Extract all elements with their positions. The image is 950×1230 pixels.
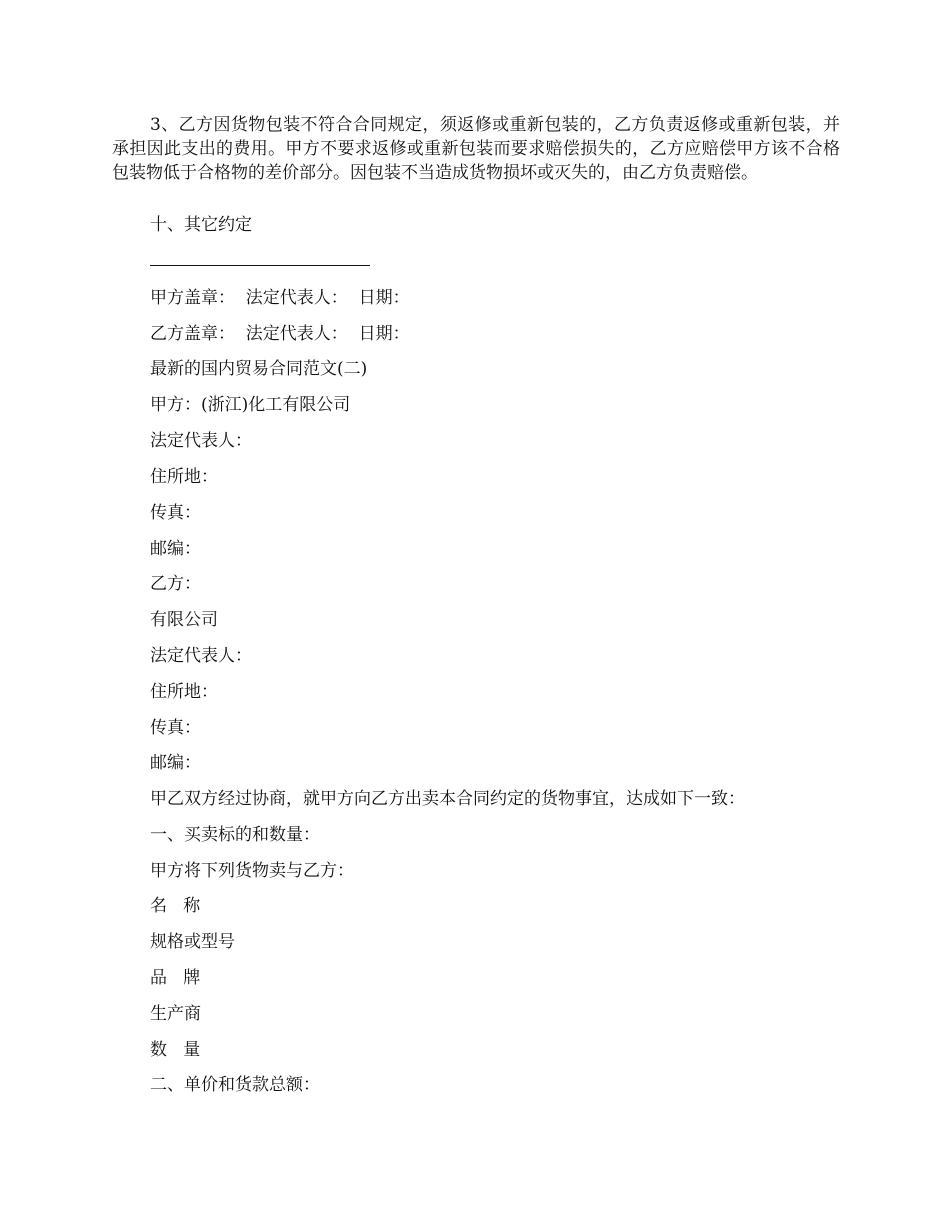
- party-b-address: 住所地：: [150, 682, 218, 702]
- party-b-company: 有限公司: [150, 610, 218, 630]
- party-b-legal-rep: 法定代表人：: [150, 646, 252, 666]
- goods-manufacturer-label: 生产商: [150, 1004, 201, 1024]
- goods-quantity-label: 数 量: [150, 1040, 201, 1060]
- party-a-name: 甲方：(浙江)化工有限公司: [150, 395, 351, 415]
- party-b-postcode: 邮编：: [150, 753, 201, 773]
- section-1-heading: 一、买卖标的和数量：: [150, 825, 320, 845]
- party-a-address: 住所地：: [150, 467, 218, 487]
- party-b-label: 乙方：: [150, 574, 201, 594]
- party-b-signature-line: 乙方盖章： 法定代表人： 日期：: [150, 324, 410, 344]
- goods-sale-statement: 甲方将下列货物卖与乙方：: [150, 861, 354, 881]
- clause-3-paragraph: 3、乙方因货物包装不符合合同规定，须返修或重新包装的，乙方负责返修或重新包装，并承担因此支出的费用。甲方不要求返修或重新包装而要求赔偿损失的，乙方应赔偿甲方该不合格包装物低于合格物的差价部分。因包装不当造成货物损坏或灭失的，由乙方负责赔偿。: [112, 115, 840, 183]
- section-2-heading: 二、单价和货款总额：: [150, 1075, 320, 1095]
- party-a-postcode: 邮编：: [150, 539, 201, 559]
- party-a-signature-line: 甲方盖章： 法定代表人： 日期：: [150, 288, 410, 308]
- contract-title: 最新的国内贸易合同范文(二): [150, 359, 368, 379]
- party-a-fax: 传真：: [150, 503, 201, 523]
- goods-name-label: 名 称: [150, 896, 201, 916]
- section-10-heading: 十、其它约定: [150, 215, 252, 235]
- goods-brand-label: 品 牌: [150, 968, 201, 988]
- signature-blank-line: [150, 265, 370, 266]
- party-b-fax: 传真：: [150, 718, 201, 738]
- agreement-intro: 甲乙双方经过协商，就甲方向乙方出卖本合同约定的货物事宜，达成如下一致：: [150, 789, 745, 809]
- goods-spec-label: 规格或型号: [150, 932, 235, 952]
- party-a-legal-rep: 法定代表人：: [150, 431, 252, 451]
